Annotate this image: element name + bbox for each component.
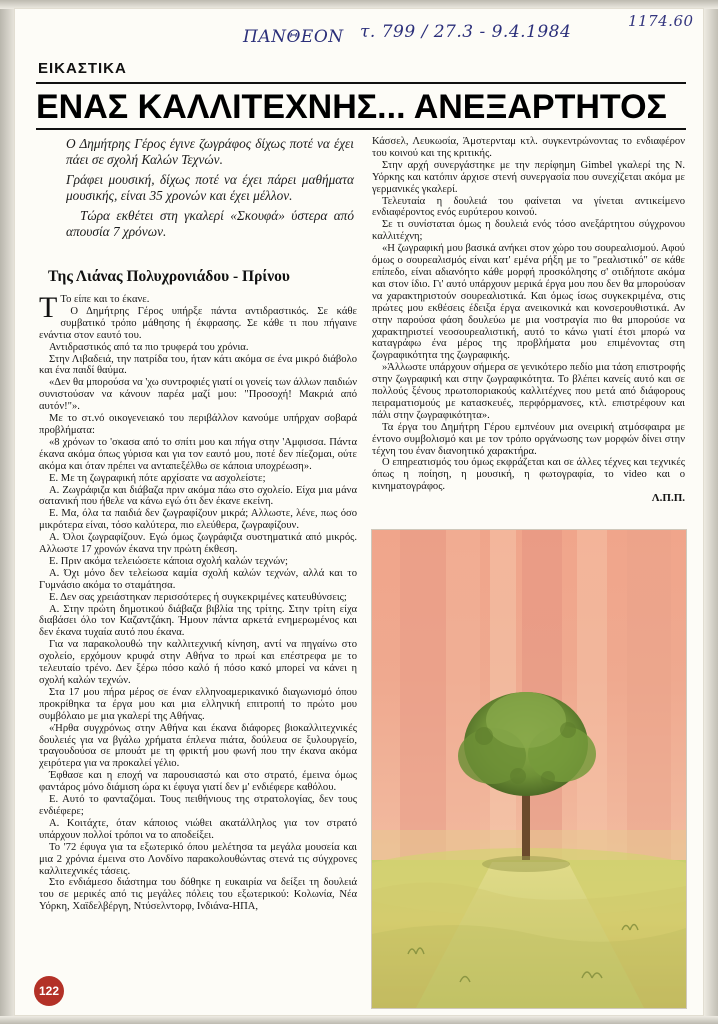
body-paragraph: Κάσσελ, Λευκωσία, Άμστερνταμ κτλ. συγκεντρώνοντας το ενδιαφέρον του κοινού και της κριτικής. — [372, 136, 685, 159]
body-paragraph: Στα 17 μου πήρα μέρος σε έναν ελληνοαμερικανικό διαγωνισμό όπου προκρίθηκα τα έργα μου και μια ελληνική επιτροπή το πρώτο μου συμβόλαιο με μια γκαλερί της Αθήνας. — [39, 686, 357, 722]
body-paragraph: Αντιδραστικός από τα πιο τρυφερά του χρόνια. — [49, 341, 249, 353]
standfirst-line: Τώρα εκθέτει στη γκαλερί «Σκουφά» ύστερα από απουσία 7 χρόνων. — [66, 208, 354, 239]
section-kicker: ΕΙΚΑΣΤΙΚΑ — [38, 60, 127, 77]
drop-cap: Τ — [39, 291, 58, 324]
answer-paragraph: Α. Όλοι ζωγραφίζουν. Εγώ όμως ζωγράφιζα συστηματικά από μικρός. Αλλωστε 17 χρονών έκανα την πρώτη έκθεση. — [39, 532, 357, 556]
answer-paragraph: Α. Κοιτάχτε, όταν κάποιος νιώθει ακατάλληλος για τον στρατό υπάρχουν πολλοί τρόποι να το αποδείξει. — [39, 817, 357, 841]
handwritten-issue-annotation: τ. 799 / 27.3 - 9.4.1984 — [360, 22, 572, 42]
body-paragraph: «Ήρθα συγχρόνως στην Αθήνα και έκανα διάφορες βιοκαλλιτεχνικές δουλειές για να βγάλω χρήματα έπλενα πιάτα, δούλευα σε ξυλουργείο, τραγουδούσα σε μπουάτ με τη φρικτή μου φωνή που την έκανα ακόμα χειρότερα για να προκαλεί γέλιο. — [39, 722, 357, 770]
question-paragraph: Ε. Με τη ζωγραφική πότε αρχίσατε να ασχολείστε; — [49, 472, 266, 484]
body-paragraph: Με το στ.νό οικογενειακό του περιβάλλον κανούμε υπήρχαν σοβαρά προβλήματα: — [39, 413, 357, 436]
body-paragraph: «Δεν θα μπορούσα να 'χω συντροφιές γιατί οι γονείς των άλλων παιδιών συνιστούσαν να κάνουν παρέα μαζί μου: "Προσοχή! Μακριά από αυτόν!"». — [39, 377, 357, 413]
page-number-badge: 122 — [34, 976, 64, 1006]
standfirst-line: Ο Δημήτρης Γέρος έγινε ζωγράφος δίχως ποτέ να έχει πάει σε σχολή Καλών Τεχνών. — [66, 136, 354, 167]
answer-paragraph: Α. Όχι μόνο δεν τελείωσα καμία σχολή καλών τεχνών, αλλά και το Γυμνάσιο ακόμα το σταμάτησα. — [39, 567, 357, 591]
scan-edge-left — [0, 0, 15, 1024]
body-paragraph: Σε τι συνίσταται όμως η δουλειά ενός τόσο ανεξάρτητου σύγχρονου καλλιτέχνη; — [372, 219, 685, 243]
body-paragraph: Ο επηρεατισμός του όμως εκφράζεται και σε άλλες τέχνες και τεχνικές όπως η ποίηση, η μουσική, η φωτογραφία, το video και ο κινηματογράφος. — [372, 457, 685, 493]
question-paragraph: Ε. Αυτό το φανταζόμαι. Τους πειθήνιους της στρατολογίας, δεν τους ενδιέφερε; — [39, 794, 357, 817]
body-text: Το είπε και το έκανε. — [60, 294, 150, 305]
answer-paragraph: Α. Ζωγράφιζα και διάβαζα πριν ακόμα πάω στο σχολείο. Είχα μια μάνα σατανική που ήθελε να κάνω εγώ ότι δεν έκανε εκείνη. — [39, 484, 357, 508]
quote-paragraph: »Άλλωστε υπάρχουν σήμερα σε γενικότερο πεδίο μια τάση επιστροφής στην ζωγραφική και στην ζωγραφικότητα. Το βλέπει κανείς αυτό και σε πολλούς ξένους πρωτοποριακούς καλλιτέχνες που μετά από διάφορους πειραματισμούς με κατασκευές, περφόρμανσες, κτλ. επιστρέφουν και πάλι στην ζωγραφικότητα». — [372, 362, 685, 421]
question-paragraph: Ε. Πριν ακόμα τελειώσετε κάποια σχολή καλών τεχνών; — [49, 555, 288, 567]
body-paragraph: Στην αρχή συνεργάστηκε με την περίφημη Gimbel γκαλερί της Ν. Υόρκης και κατόπιν άρχισε στενή συνεργασία που συνεχίζεται ακόμα με γερμανικές γκαλερί. — [372, 159, 685, 195]
question-paragraph: Ε. Μα, όλα τα παιδιά δεν ζωγραφίζουν μικρά; Αλλωστε, λένε, πως όσο μικρότερα είναι, τόσο καλύτερα, πιο ελεύθερα, ζωγραφίζουν. — [39, 508, 357, 532]
body-paragraph: Στο ενδιάμεσο διάστημα του δόθηκε η ευκαιρία να δείξει τη δουλειά του σε μερικές από τις μεγάλες πόλεις του εξωτερικού: Κολωνία, Νέα Υόρκη, Χαϊδελβέργη, Ντύσελντορφ, Ινδιάνα-ΗΠΑ, — [39, 877, 357, 913]
quote-paragraph: «Η ζωγραφική μου βασικά ανήκει στον χώρο του σουρεαλισμού. Αφού όμως ο σουρεαλισμός είναι κατ' εμένα ρήξη με το "ρεαλιστικό" σε κάθε επίπεδο, είναι αδιανόητο κάθε μορφή προσκόλησης σ' οτιδήποτε ακόμα και στον ίδιο. Γι' αυτό υπάρχουν μερικά έργα μου που δεν θα μπορούσαν να χαρακτηριστούν σουρεαλιστικά. Και όμως ίσως συγκεκριμένα, στις πρώτες μου εκθέσεις έδειξα έργα ανεικονικά και κονσερουθιστικά. Αν στην παρούσα φάση δουλεύω με μια νοστραγία πιο θα μπορούσε να χαρακτηριστεί νεοσουρεαλιστική, αυτό το κάνω γιατί έτσι μπορώ να καταγράφω ένα μέρος της προβλήματα μου επιμένοντας στη ζωγραφικότητα της ζωγραφικής. — [372, 243, 685, 362]
body-paragraph: Τελευταία η δουλειά του φαίνεται να γίνεται αντικείμενο ενδιαφέροντος ενός ευρύτερου κοινού. — [372, 195, 685, 219]
body-column-left — [39, 291, 357, 913]
body-column-right — [372, 136, 685, 505]
surrealist-tree-landscape-icon — [372, 530, 686, 1008]
headline-rule-bottom — [36, 128, 686, 130]
page-title: ΕΝΑΣ ΚΑΛΛΙΤΕΧΝΗΣ... ΑΝΕΞΑΡΤΗΤΟΣ — [36, 88, 667, 126]
headline-rule-top — [36, 82, 686, 84]
scan-edge-bottom — [0, 1016, 718, 1024]
body-paragraph: Έφθασε και η εποχή να παρουσιαστώ και στο στρατό, έμεινα όμως φαντάρος μόνο διάμιση ώρα κι έφυγα γιατί δεν μ' ενδιέφερε καθόλου. — [39, 770, 357, 794]
body-paragraph: «8 χρόνων το 'σκασα από το σπίτι μου και πήγα στην 'Αμφισσα. Πάντα έκανα ακόμα όπως γύρισα και για τον εαυτό μου, ποτέ δεν πίεζομαι, ούτε ακόμα και όταν πρέπει να ανταπεξέλθω σε κάποια υποχρέωση». — [39, 436, 357, 472]
standfirst — [66, 136, 354, 245]
byline: Της Λιάνας Πολυχρονιάδου - Πρίνου — [48, 268, 290, 285]
body-paragraph: Τα έργα του Δημήτρη Γέρου εμπνέουν μια ονειρική ατμόσφαιρα με έντονο συμβολισμό και με τον τρόπο οργάνωσης των μορφών δίνει στην τέχνη του έναν διανοητικό χαρακτήρα. — [372, 421, 685, 457]
standfirst-line: Γράφει μουσική, δίχως ποτέ να έχει πάρει μαθήματα μουσικής, είναι 35 χρονών και έχει μέλλον. — [66, 172, 354, 203]
handwritten-source-annotation: ΠΑΝΘΕΟΝ — [243, 27, 344, 47]
body-paragraph: Το '72 έφυγα για τα εξωτερικό όπου μελέτησα τα μεγάλα μουσεία και μια 2 χρόνια έμεινα στο Λονδίνο παρακολουθώντας στενά τις σύγχρονες καλλιτεχνικές τάσεις. — [39, 841, 357, 877]
body-paragraph: Για να παρακολουθώ την καλλιτεχνική κίνηση, αντί να πηγαίνω στο σχολείο, ερχόμουν κρυφά στην Αθήνα το πρωί και επέστρεφα με το τελευταίο τρένο. Δεν ξέρω πόσο καλό ή πόσο κακό μπορεί να κάνει η σχολή καλών τεχνών. — [39, 639, 357, 686]
body-paragraph: Ο Δημήτρης Γέρος υπήρξε πάντα αντιδραστικός. Σε κάθε συμβατικό τρόπο μάθησης ή έκφρασης. Σε κάθε τι που πήγαινε ενάντια στον εαυτό του. — [39, 305, 357, 341]
author-initials: Λ.Π.Π. — [651, 492, 685, 505]
handwritten-archive-number: 1174.60 — [628, 12, 694, 30]
body-paragraph: Στην Λιβαδειά, την πατρίδα του, ήταν κάτι ακόμα σε ένα μικρό διάβολο και ένα παιδί θαύμα. — [39, 353, 357, 377]
scan-edge-right — [704, 0, 718, 1024]
question-paragraph: Ε. Δεν σας χρειάστηκαν περισσότερες ή συγκεκριμένες κατευθύνσεις; — [49, 591, 347, 603]
artwork-photo — [372, 530, 686, 1008]
answer-paragraph: Α. Στην πρώτη δημοτικού διάβαζα βιβλία της τρίτης. Στην τρίτη είχα διαβάσει όλο τον Καζαντζάκη. Ήμουν πάντα αρκετά ενημερωμένος και δεν έκανα τυχαία αυτό που έκανα. — [39, 603, 357, 639]
